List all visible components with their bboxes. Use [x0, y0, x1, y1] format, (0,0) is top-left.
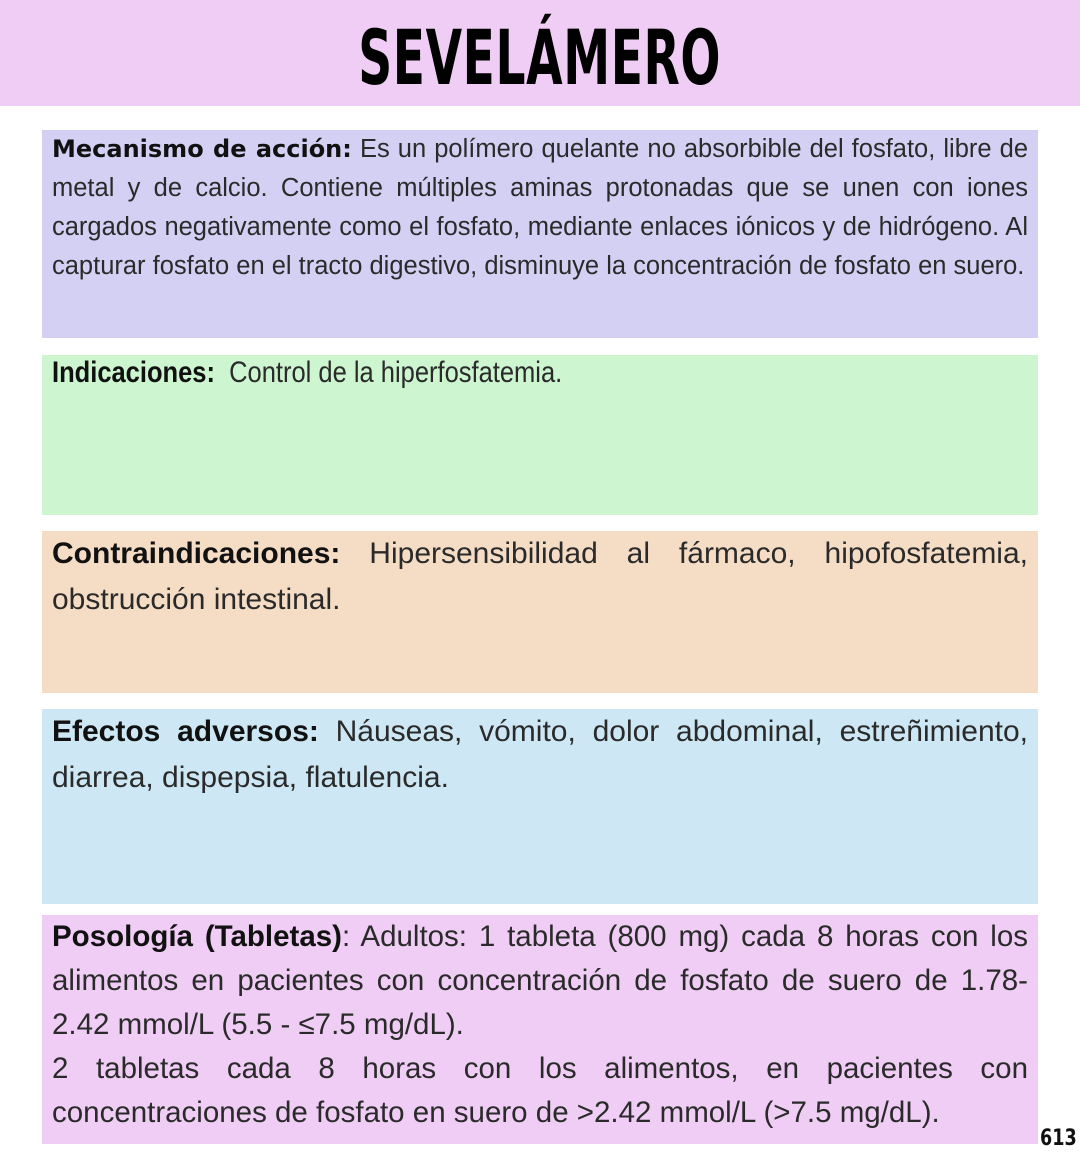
section-efectos-adversos [42, 709, 1038, 904]
section-mecanismo [42, 130, 1038, 338]
section-posologia [42, 915, 1038, 1144]
page-header [0, 0, 1080, 106]
section-text: : Adultos: 1 tableta (800 mg) cada 8 horas con los alimentos en pacientes con concentración de fosfato de suero de 1.78-2.42 mmol/L (5.5 - ≤7.5 mg/dL). [52, 920, 1028, 1041]
section-indicaciones [42, 355, 1038, 515]
section-text: Hipersensibilidad al fármaco, hipofosfatemia, obstrucción intestinal. [52, 537, 1028, 616]
page-title: SEVELÁMERO [358, 13, 722, 102]
section-label: Efectos adversos: [52, 715, 319, 748]
section-body [52, 709, 1028, 801]
section-contraindicaciones [42, 531, 1038, 693]
section-text: Náuseas, vómito, dolor abdominal, estreñimiento, diarrea, dispepsia, flatulencia. [52, 715, 1028, 794]
section-label: Indicaciones: [52, 356, 215, 389]
section-label: Mecanismo de acción: [52, 135, 352, 163]
section-body [52, 355, 1028, 391]
page-number: 613 [1040, 1126, 1077, 1151]
section-body [52, 915, 1028, 1047]
section-body-2 [52, 1047, 1028, 1135]
section-label: Posología (Tabletas) [52, 920, 342, 953]
section-body [52, 130, 1028, 286]
section-label: Contraindicaciones: [52, 537, 341, 570]
section-text: Control de la hiperfosfatemia. [214, 356, 563, 389]
section-text-2: 2 tabletas cada 8 horas con los alimentos, en pacientes con concentraciones de fosfato en suero de >2.42 mmol/L (>7.5 mg/dL). [52, 1052, 1028, 1129]
section-body [52, 531, 1028, 623]
section-text: Es un polímero quelante no absorbible del fosfato, libre de metal y de calcio. Contiene múltiples aminas protonadas que se unen con iones cargados negativamente como el fosfato, mediante enlaces iónicos y de hidrógeno. Al capturar fosfato en el tracto digestivo, disminuye la concentración de fosfato en suero. [52, 135, 1029, 280]
